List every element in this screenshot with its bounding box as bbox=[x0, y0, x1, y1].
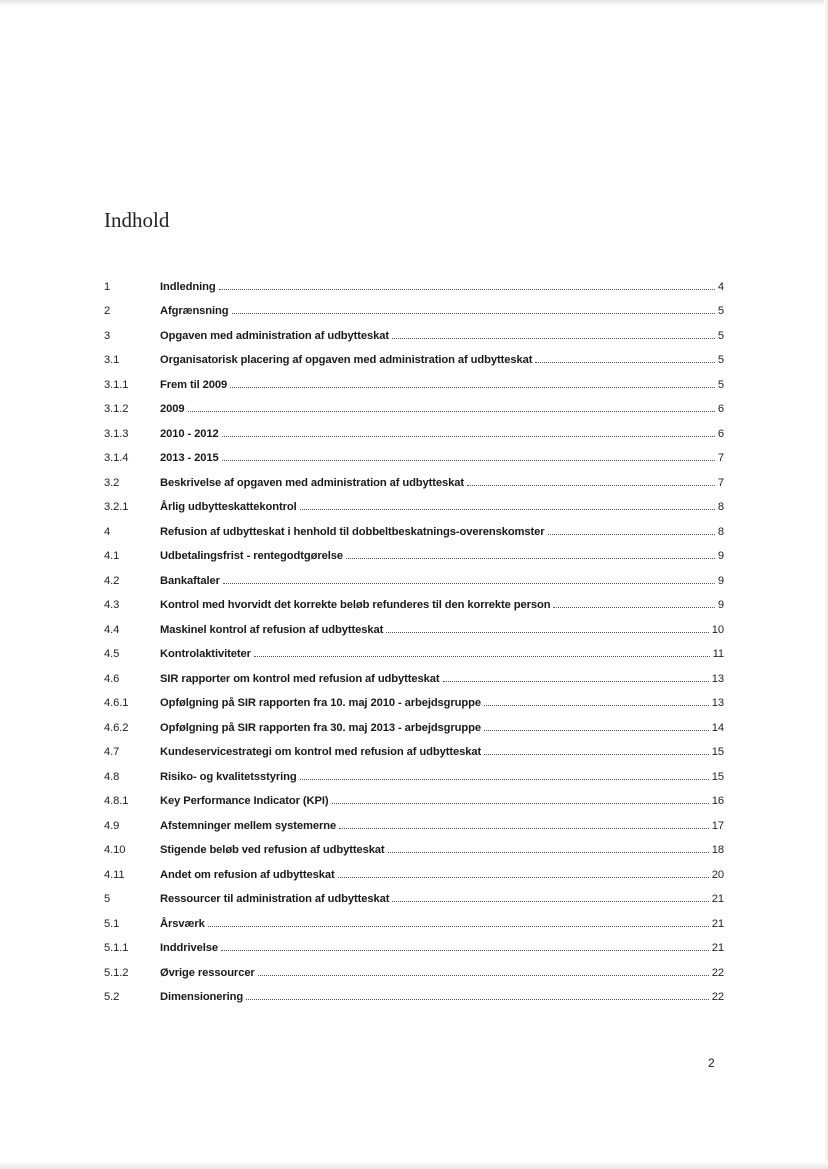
toc-dot-leader bbox=[230, 387, 715, 388]
toc-entry-page: 11 bbox=[712, 648, 724, 660]
toc-entry-number: 4.7 bbox=[104, 746, 120, 758]
toc-dot-leader bbox=[386, 632, 709, 633]
toc-entry[interactable] bbox=[104, 807, 724, 832]
toc-entry-page: 13 bbox=[711, 697, 724, 709]
toc-entry-number: 4.2 bbox=[104, 574, 120, 587]
toc-dot-leader bbox=[223, 583, 715, 584]
toc-dot-leader bbox=[232, 313, 715, 314]
toc-entry-title[interactable]: Årlig udbytteskattekontrol bbox=[160, 501, 297, 513]
toc-entry-page: 5 bbox=[717, 354, 724, 366]
toc-dot-leader bbox=[339, 828, 709, 829]
toc-entry-number: 4.8.1 bbox=[104, 795, 129, 807]
toc-entry-page: 20 bbox=[711, 868, 724, 881]
toc-entry-title[interactable]: Afgrænsning bbox=[160, 305, 229, 317]
toc-entry[interactable] bbox=[104, 489, 724, 514]
toc-entry-page: 21 bbox=[711, 893, 724, 905]
toc-dot-leader bbox=[221, 950, 709, 951]
toc-dot-leader bbox=[392, 901, 708, 902]
toc-dot-leader bbox=[300, 779, 709, 780]
toc-entry-number: 4.9 bbox=[104, 819, 120, 832]
toc-entry[interactable] bbox=[104, 587, 724, 612]
toc-entry-page: 9 bbox=[717, 550, 724, 562]
toc-entry-title[interactable]: Andet om refusion af udbytteskat bbox=[160, 868, 335, 881]
toc-entry-page: 22 bbox=[711, 991, 724, 1003]
toc-entry-title[interactable]: Dimensionering bbox=[160, 991, 244, 1003]
toc-dot-leader bbox=[392, 338, 715, 339]
toc-entry[interactable] bbox=[104, 611, 724, 636]
toc-entry-title[interactable]: Opgaven med administration af udbytteskat bbox=[160, 329, 390, 342]
toc-entry-title[interactable]: Inddrivelse bbox=[160, 942, 218, 954]
toc-entry[interactable] bbox=[104, 832, 724, 857]
toc-entry-title[interactable]: 2009 bbox=[160, 403, 185, 415]
toc-entry-number: 5.1.1 bbox=[104, 942, 129, 954]
toc-entry[interactable] bbox=[104, 856, 724, 881]
toc-entry-title[interactable]: Kundeservicestrategi om kontrol med refusion af udbytteskat bbox=[160, 746, 482, 758]
toc-entry-title[interactable]: Indledning bbox=[160, 280, 216, 293]
toc-entry-number: 5.1.2 bbox=[104, 966, 129, 979]
toc-entry-page: 14 bbox=[711, 721, 724, 734]
toc-dot-leader bbox=[535, 362, 715, 363]
toc-entry-title[interactable]: Risiko- og kvalitetsstyring bbox=[160, 770, 297, 783]
toc-entry-page: 7 bbox=[717, 452, 724, 464]
toc-entry-page: 7 bbox=[717, 476, 724, 489]
page-number: 2 bbox=[708, 1056, 715, 1070]
toc-dot-leader bbox=[300, 509, 715, 510]
toc-entry-number: 3.1.2 bbox=[104, 403, 129, 415]
toc-entry-number: 3.2 bbox=[104, 476, 120, 489]
toc-entry[interactable] bbox=[104, 464, 724, 489]
toc-entry-number: 4.10 bbox=[104, 844, 126, 856]
toc-entry-title[interactable]: Afstemninger mellem systemerne bbox=[160, 819, 337, 832]
toc-entry-page: 6 bbox=[717, 427, 724, 440]
toc-entry[interactable] bbox=[104, 268, 724, 293]
toc-entry-page: 15 bbox=[711, 746, 724, 758]
toc-entry-title[interactable]: 2013 - 2015 bbox=[160, 452, 219, 464]
toc-entry-page: 9 bbox=[717, 574, 724, 587]
toc-entry[interactable] bbox=[104, 562, 724, 587]
toc-entry[interactable] bbox=[104, 342, 724, 367]
toc-entry[interactable] bbox=[104, 930, 724, 955]
toc-entry[interactable] bbox=[104, 366, 724, 391]
toc-dot-leader bbox=[188, 411, 715, 412]
toc-entry-page: 10 bbox=[711, 623, 724, 636]
toc-entry[interactable] bbox=[104, 513, 724, 538]
toc-entry-title[interactable]: Opfølgning på SIR rapporten fra 30. maj 2013 - arbejdsgruppe bbox=[160, 721, 481, 734]
toc-dot-leader bbox=[548, 534, 715, 535]
toc-entry-number: 2 bbox=[104, 305, 111, 317]
toc-entry-title[interactable]: Maskinel kontrol af refusion af udbytteskat bbox=[160, 623, 384, 636]
toc-dot-leader bbox=[467, 485, 715, 486]
toc-entry-number: 5.2 bbox=[104, 991, 120, 1003]
toc-entry-title[interactable]: 2010 - 2012 bbox=[160, 427, 219, 440]
toc-entry-number: 1 bbox=[104, 280, 111, 293]
toc-entry-page: 5 bbox=[717, 305, 724, 317]
toc-entry-title[interactable]: Frem til 2009 bbox=[160, 378, 228, 391]
toc-entry-page: 5 bbox=[717, 378, 724, 391]
toc-entry-number: 3.1.1 bbox=[104, 378, 129, 391]
toc-entry[interactable] bbox=[104, 293, 724, 318]
toc-entry-title[interactable]: Ressourcer til administration af udbytteskat bbox=[160, 893, 390, 905]
toc-entry-number: 3.2.1 bbox=[104, 501, 129, 513]
toc-dot-leader bbox=[484, 705, 709, 706]
toc-entry-page: 17 bbox=[711, 819, 724, 832]
toc-entry[interactable] bbox=[104, 415, 724, 440]
page-edge-top bbox=[0, 0, 828, 6]
toc-entry[interactable] bbox=[104, 783, 724, 808]
toc-title: Indhold bbox=[104, 208, 170, 232]
toc-entry[interactable] bbox=[104, 954, 724, 979]
toc-dot-leader bbox=[258, 975, 709, 976]
toc-entry-page: 4 bbox=[717, 280, 724, 293]
toc-entry-number: 4.6 bbox=[104, 672, 120, 685]
toc-entry-title[interactable]: Opfølgning på SIR rapporten fra 10. maj 2010 - arbejdsgruppe bbox=[160, 697, 481, 709]
toc-dot-leader bbox=[484, 754, 709, 755]
toc-entry-number: 4.3 bbox=[104, 599, 120, 611]
toc-dot-leader bbox=[254, 656, 710, 657]
toc-entry-number: 4.5 bbox=[104, 648, 120, 660]
toc-dot-leader bbox=[246, 999, 709, 1000]
toc-entry-number: 4.6.1 bbox=[104, 697, 129, 709]
toc-entry-page: 15 bbox=[711, 770, 724, 783]
toc-dot-leader bbox=[346, 558, 715, 559]
toc-entry-page: 9 bbox=[717, 599, 724, 611]
toc-entry[interactable] bbox=[104, 881, 724, 906]
table-of-contents bbox=[104, 268, 724, 1003]
toc-entry-number: 4.4 bbox=[104, 623, 120, 636]
toc-entry-number: 3 bbox=[104, 329, 111, 342]
toc-entry-number: 4.1 bbox=[104, 550, 120, 562]
toc-dot-leader bbox=[222, 460, 715, 461]
toc-dot-leader bbox=[332, 803, 709, 804]
toc-dot-leader bbox=[388, 852, 709, 853]
toc-dot-leader bbox=[484, 730, 709, 731]
toc-entry[interactable] bbox=[104, 636, 724, 661]
toc-entry-page: 22 bbox=[711, 966, 724, 979]
toc-entry-page: 13 bbox=[711, 672, 724, 685]
toc-entry-page: 16 bbox=[711, 795, 724, 807]
toc-entry-page: 6 bbox=[717, 403, 724, 415]
toc-entry[interactable] bbox=[104, 685, 724, 710]
toc-entry-number: 3.1.4 bbox=[104, 452, 129, 464]
toc-entry-title[interactable]: Beskrivelse af opgaven med administration af udbytteskat bbox=[160, 476, 465, 489]
toc-entry[interactable] bbox=[104, 979, 724, 1004]
toc-entry-number: 3.1 bbox=[104, 354, 120, 366]
toc-dot-leader bbox=[208, 926, 709, 927]
toc-entry-title[interactable]: Udbetalingsfrist - rentegodtgørelse bbox=[160, 550, 343, 562]
toc-entry[interactable] bbox=[104, 538, 724, 563]
toc-entry-title[interactable]: Årsværk bbox=[160, 917, 205, 930]
toc-entry[interactable] bbox=[104, 660, 724, 685]
toc-entry-number: 3.1.3 bbox=[104, 427, 129, 440]
toc-entry-page: 21 bbox=[711, 942, 724, 954]
toc-entry[interactable] bbox=[104, 758, 724, 783]
toc-entry-page: 21 bbox=[711, 917, 724, 930]
toc-entry-title[interactable]: Kontrolaktiviteter bbox=[160, 648, 251, 660]
toc-entry-title[interactable]: Organisatorisk placering af opgaven med administration af udbytteskat bbox=[160, 354, 533, 366]
toc-dot-leader bbox=[443, 681, 709, 682]
toc-entry[interactable] bbox=[104, 391, 724, 416]
toc-entry-page: 8 bbox=[717, 525, 724, 538]
toc-entry-number: 4.6.2 bbox=[104, 721, 129, 734]
toc-dot-leader bbox=[222, 436, 715, 437]
toc-entry[interactable] bbox=[104, 709, 724, 734]
toc-entry-number: 5.1 bbox=[104, 917, 120, 930]
toc-entry-title[interactable]: Stigende beløb ved refusion af udbytteskat bbox=[160, 844, 385, 856]
page-edge-right bbox=[824, 0, 828, 1169]
toc-entry-number: 4.8 bbox=[104, 770, 120, 783]
toc-entry-number: 4 bbox=[104, 525, 111, 538]
toc-entry-number: 5 bbox=[104, 893, 111, 905]
toc-dot-leader bbox=[553, 607, 714, 608]
toc-dot-leader bbox=[219, 289, 715, 290]
toc-entry[interactable] bbox=[104, 905, 724, 930]
toc-entry[interactable] bbox=[104, 317, 724, 342]
toc-entry[interactable] bbox=[104, 440, 724, 465]
toc-entry-title[interactable]: SIR rapporter om kontrol med refusion af udbytteskat bbox=[160, 672, 440, 685]
toc-entry-title[interactable]: Key Performance Indicator (KPI) bbox=[160, 795, 329, 807]
toc-entry[interactable] bbox=[104, 734, 724, 759]
page-edge-bottom bbox=[0, 1161, 828, 1169]
toc-entry-page: 5 bbox=[717, 329, 724, 342]
toc-entry-page: 18 bbox=[711, 844, 724, 856]
toc-entry-number: 4.11 bbox=[104, 868, 125, 881]
toc-entry-title[interactable]: Refusion af udbytteskat i henhold til dobbeltbeskatnings-overenskomster bbox=[160, 525, 545, 538]
toc-entry-title[interactable]: Øvrige ressourcer bbox=[160, 966, 255, 979]
toc-entry-page: 8 bbox=[717, 501, 724, 513]
toc-dot-leader bbox=[338, 877, 709, 878]
toc-entry-title[interactable]: Kontrol med hvorvidt det korrekte beløb refunderes til den korrekte person bbox=[160, 599, 551, 611]
toc-entry-title[interactable]: Bankaftaler bbox=[160, 574, 220, 587]
